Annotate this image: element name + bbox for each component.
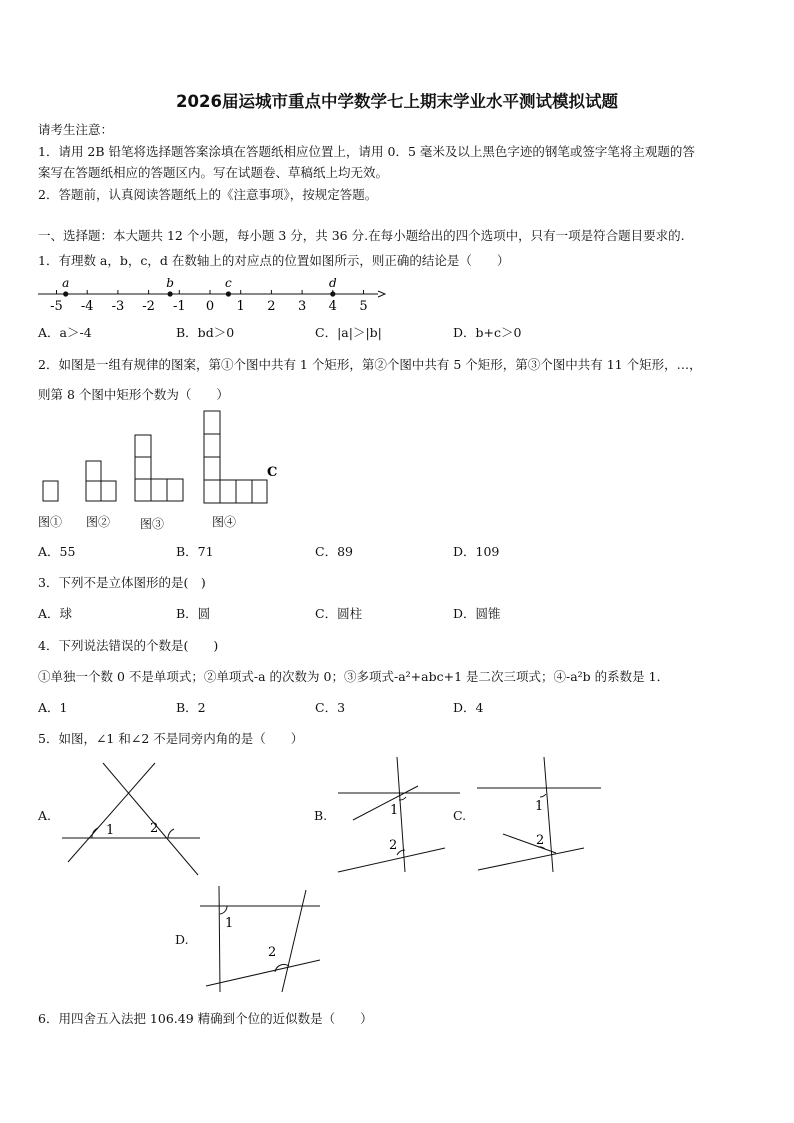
q2-figure-label-2: 图② <box>86 515 111 529</box>
q1-option-d: D．b+c＞0 <box>453 325 522 340</box>
number-line-point <box>167 291 172 296</box>
number-line-tick-label: 1 <box>236 299 245 314</box>
q4-option-a: A．1 <box>38 700 68 715</box>
q3-option-a: A．球 <box>38 606 73 621</box>
q4-option-b: B．2 <box>176 700 206 715</box>
q2-figure-label-1: 图① <box>38 515 63 529</box>
q1-number-line <box>0 270 400 320</box>
q5-b-angle-1: 1 <box>390 803 399 818</box>
number-line-tick-label: 5 <box>359 299 368 314</box>
number-line-tick-label: 4 <box>328 299 337 314</box>
q5-option-d-label: D. <box>175 932 189 947</box>
q2-option-a: A．55 <box>38 544 76 559</box>
q5-d-angle-2: 2 <box>268 945 277 960</box>
page-title: 2026届运城市重点中学数学七上期末学业水平测试模拟试题 <box>176 92 618 111</box>
q5-d-angle-1: 1 <box>225 916 234 931</box>
notice-heading: 请考生注意： <box>38 122 114 137</box>
q5-c-angle-2: 2 <box>536 833 545 848</box>
q2-stem-line-1: 2．如图是一组有规律的图案，第①个图中共有 1 个矩形，第②个图中共有 5 个矩形，第③个图中共有 11 个矩形，…， <box>38 357 702 372</box>
notice-item-1-line-2: 案写在答题纸相应的答题区内。写在试题卷、草稿纸上均无效。 <box>38 165 389 180</box>
q2-rectangle-figures <box>0 400 300 510</box>
q2-figure-label-3: 图③ <box>140 517 165 531</box>
number-line-arrow <box>378 291 385 297</box>
number-line-point-label: a <box>62 276 70 290</box>
number-line-tick-label: -1 <box>172 299 186 314</box>
number-line-tick-label: 0 <box>205 299 215 314</box>
q3-option-c: C．圆柱 <box>315 606 363 621</box>
q2-figure-mark: C <box>267 465 278 480</box>
q3-option-b: B．圆 <box>176 606 211 621</box>
q5-c-angle-1: 1 <box>535 799 544 814</box>
number-line-tick-label: -3 <box>111 299 125 314</box>
q3-option-d: D．圆锥 <box>453 606 501 621</box>
number-line-tick-label: -5 <box>50 299 63 314</box>
q5-b-angle-2: 2 <box>389 838 398 853</box>
q4-stem: 4．下列说法错误的个数是( ) <box>38 638 219 653</box>
q5-option-a-label: A. <box>38 808 52 823</box>
number-line-point-label: d <box>328 276 337 290</box>
q5-option-c-label: C. <box>453 808 467 823</box>
q2-option-b: B．71 <box>176 544 214 559</box>
number-line-point-label: b <box>166 276 174 290</box>
number-line-tick-label: 2 <box>267 299 276 314</box>
q4-statement: ①单独一个数 0 不是单项式；②单项式-a 的次数为 0；③多项式-a²+abc+1 是二次三项式；④-a²b 的系数是 1． <box>38 669 670 684</box>
q2-stem-line-2: 则第 8 个图中矩形个数为（ ） <box>38 387 229 402</box>
q2-option-c: C．89 <box>315 544 353 559</box>
q1-option-a: A．a＞-4 <box>38 325 92 340</box>
q5-a-angle-2: 2 <box>150 821 159 836</box>
q5-stem: 5．如图，∠1 和∠2 不是同旁内角的是（ ） <box>38 731 304 746</box>
q2-figure-label-4: 图④ <box>212 515 237 529</box>
number-line-point <box>226 291 231 296</box>
section-heading: 一、选择题：本大题共 12 个小题，每小题 3 分，共 36 分.在每小题给出的四个选项中，只有一项是符合题目要求的. <box>38 228 685 243</box>
number-line-point <box>330 291 335 296</box>
q2-option-d: D．109 <box>453 544 500 559</box>
number-line-point-label: c <box>225 276 232 290</box>
q1-option-b: B．bd＞0 <box>176 325 235 340</box>
q4-option-c: C．3 <box>315 700 346 715</box>
q6-stem: 6．用四舍五入法把 106.49 精确到个位的近似数是（ ） <box>38 1011 373 1026</box>
q1-option-c: C．|a|＞|b| <box>315 325 382 340</box>
q3-stem: 3．下列不是立体图形的是( ) <box>38 575 206 590</box>
number-line-tick-label: 3 <box>297 299 307 314</box>
q4-option-d: D．4 <box>453 700 484 715</box>
q5-option-b-label: B. <box>314 808 328 823</box>
q1-stem: 1．有理数 a，b，c，d 在数轴上的对应点的位置如图所示，则正确的结论是（ ） <box>38 253 510 268</box>
number-line-tick-label: -4 <box>80 299 94 314</box>
notice-item-1-line-1: 1．请用 2B 铅笔将选择题答案涂填在答题纸相应位置上，请用 0．5 毫米及以上黑色字迹的钢笔或签字笔将主观题的答 <box>38 144 695 159</box>
q5-a-angle-1: 1 <box>106 823 115 838</box>
notice-item-2: 2．答题前，认真阅读答题纸上的《注意事项》，按规定答题。 <box>38 187 378 202</box>
number-line-tick-label: -2 <box>142 299 155 314</box>
number-line-point <box>63 291 68 296</box>
